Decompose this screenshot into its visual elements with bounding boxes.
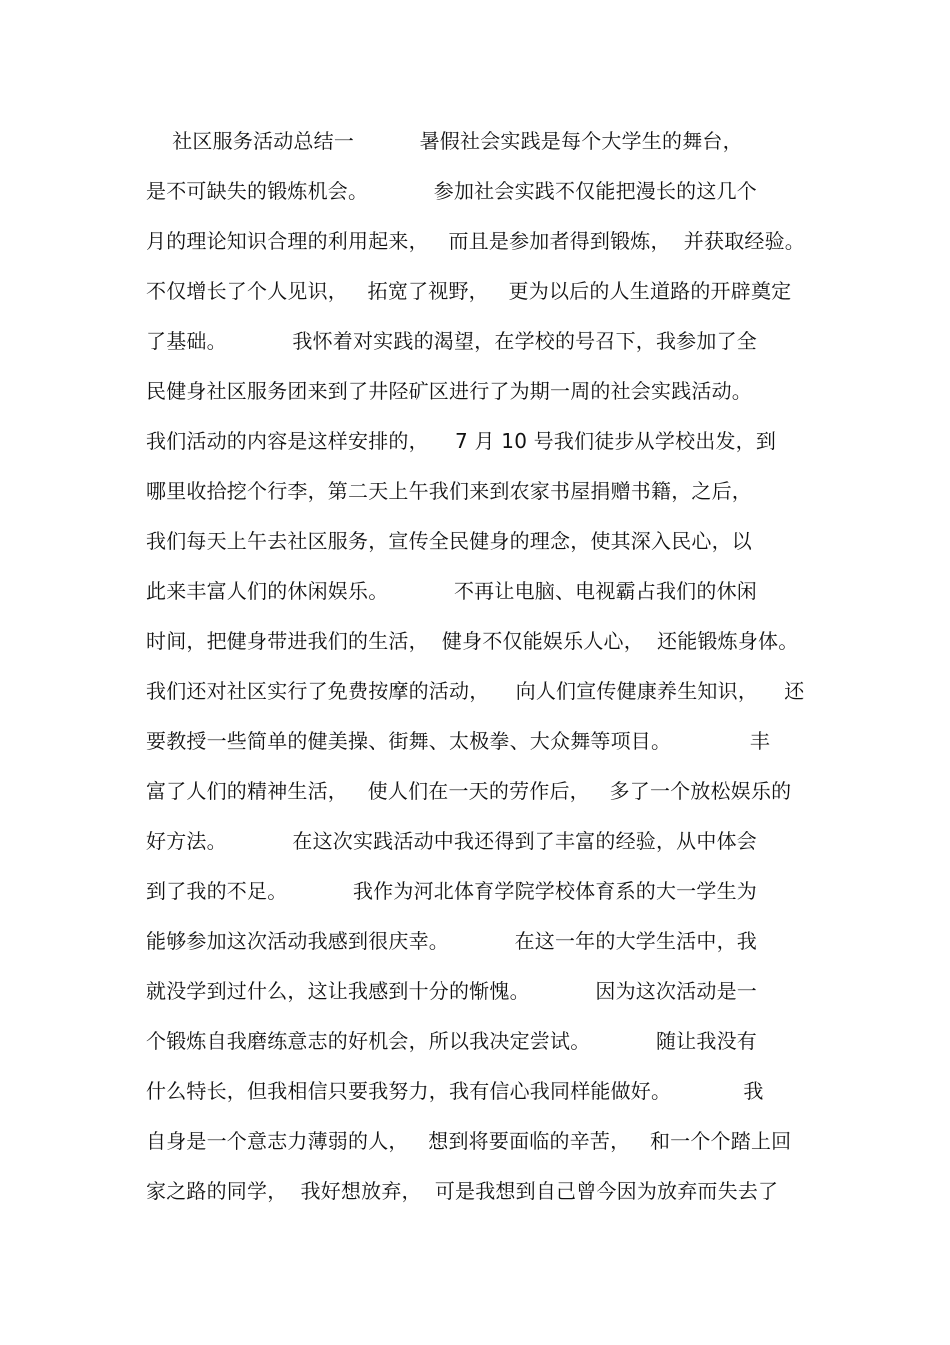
text-line: 到了我的不足。 我作为河北体育学院学校体育系的大一学生为	[146, 879, 757, 903]
text-line: 月的理论知识合理的利用起来， 而且是参加者得到锻炼， 并获取经验。	[146, 229, 805, 253]
text-line: 不仅增长了个人见识， 拓宽了视野， 更为以后的人生道路的开辟奠定	[146, 279, 792, 303]
text-line: 民健身社区服务团来到了井陉矿区进行了为期一周的社会实践活动。	[146, 379, 752, 403]
text-line: 自身是一个意志力薄弱的人， 想到将要面临的辛苦， 和一个个踏上回	[146, 1129, 792, 1153]
text-line: 哪里收拾挖个行李，第二天上午我们来到农家书屋捐赠书籍，之后，	[146, 479, 752, 503]
text-line: 个锻炼自我磨练意志的好机会，所以我决定尝试。 随让我没有	[146, 1029, 757, 1053]
text-line: 富了人们的精神生活， 使人们在一天的劳作后， 多了一个放松娱乐的	[146, 779, 792, 803]
text-line: 我们活动的内容是这样安排的， 7 月 10 号我们徒步从学校出发，到	[146, 429, 777, 453]
text-line: 好方法。 在这次实践活动中我还得到了丰富的经验，从中体会	[146, 829, 757, 853]
text-line: 能够参加这次活动我感到很庆幸。 在这一年的大学生活中，我	[146, 929, 757, 953]
text-line: 家之路的同学， 我好想放弃， 可是我想到自己曾今因为放弃而失去了	[146, 1179, 779, 1203]
body-text	[146, 124, 826, 1224]
text-line: 什么特长，但我相信只要我努力，我有信心我同样能做好。 我	[146, 1079, 764, 1103]
text-line: 了基础。 我怀着对实践的渴望，在学校的号召下，我参加了全	[146, 329, 757, 353]
text-line: 我们还对社区实行了免费按摩的活动， 向人们宣传健康养生知识， 还	[146, 679, 805, 703]
text-line: 就没学到过什么，这让我感到十分的惭愧。 因为这次活动是一	[146, 979, 757, 1003]
text-line: 此来丰富人们的休闲娱乐。 不再让电脑、电视霸占我们的休闲	[146, 579, 757, 603]
text-line: 要教授一些简单的健美操、街舞、太极拳、大众舞等项目。 丰	[146, 729, 771, 753]
text-line: 社区服务活动总结一 暑假社会实践是每个大学生的舞台，	[146, 129, 743, 153]
text-line: 是不可缺失的锻炼机会。 参加社会实践不仅能把漫长的这几个	[146, 179, 757, 203]
text-line: 我们每天上午去社区服务，宣传全民健身的理念，使其深入民心，以	[146, 529, 752, 553]
text-line: 时间，把健身带进我们的生活， 健身不仅能娱乐人心， 还能锻炼身体。	[146, 629, 799, 653]
